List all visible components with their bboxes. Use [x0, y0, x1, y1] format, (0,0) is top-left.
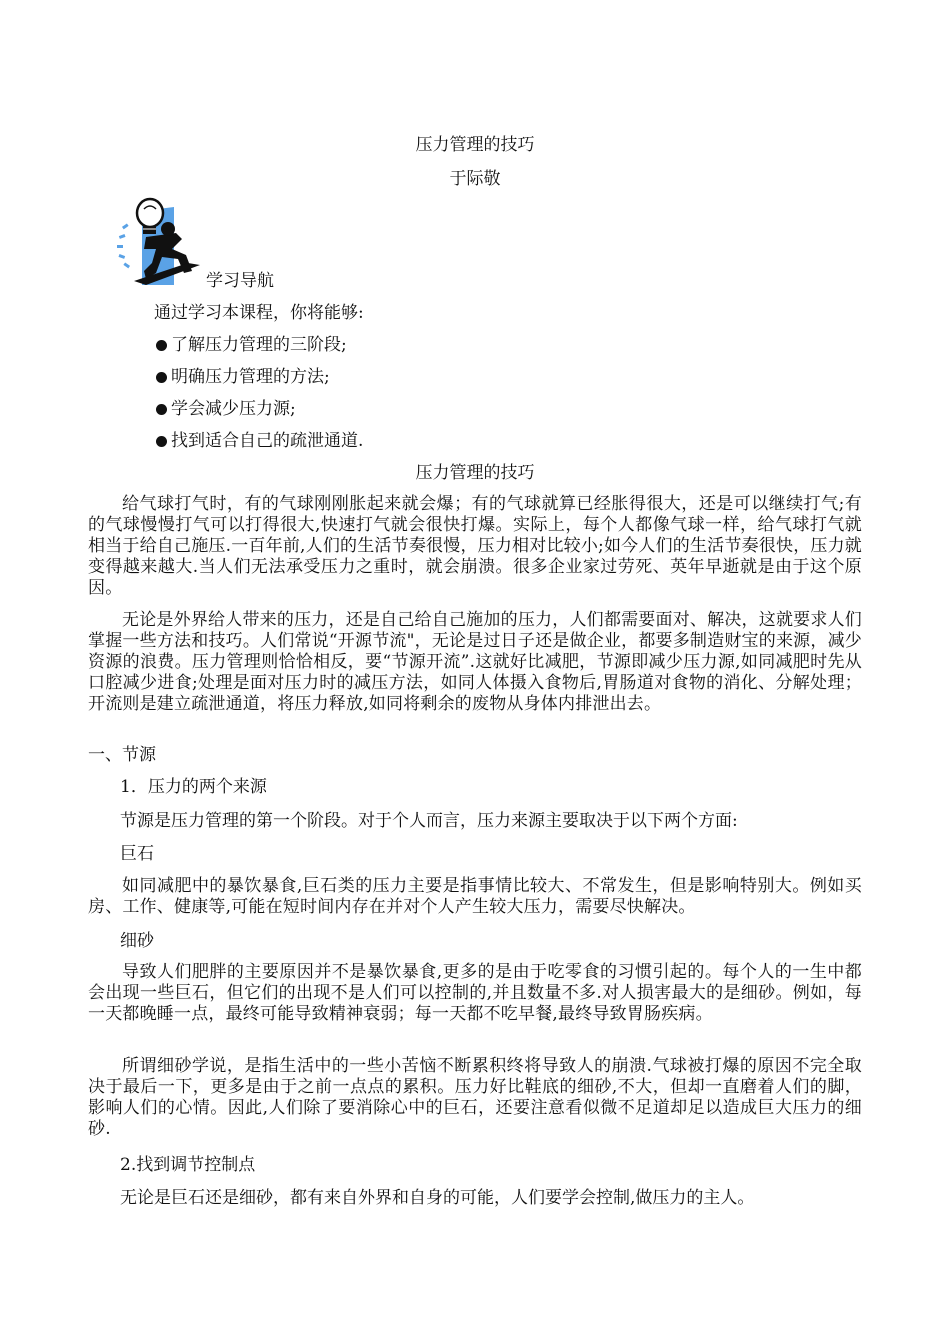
heading-jieyuan: 一、节源 [88, 745, 156, 765]
paragraph-control: 无论是巨石还是细砂，都有来自外界和自身的可能，人们要学会控制,做压力的主人。 [120, 1188, 755, 1208]
paragraph-jushi: 如同减肥中的暴饮暴食,巨石类的压力主要是指事情比较大、不常发生，但是影响特别大。例如买房、工作、健康等,可能在短时间内存在并对个人产生较大压力，需要尽快解决。 [88, 876, 862, 917]
guide-intro: 通过学习本课程，你将能够: [154, 303, 364, 323]
paragraph-xisha: 导致人们肥胖的主要原因并不是暴饮暴食,更多的是由于吃零食的习惯引起的。每个人的一生中都会出现一些巨石，但它们的出现不是人们可以控制的,并且数量不多.对人损害最大的是细砂。例如，每一天都晚睡一点，最终可能导致精神衰弱；每一天都不吃早餐,最终导致胃肠疾病。 [88, 962, 862, 1024]
document-title: 压力管理的技巧 [415, 135, 535, 155]
label-jushi: 巨石 [120, 844, 154, 864]
bullet-icon [156, 436, 167, 447]
bullet-icon [156, 404, 167, 415]
bullet-icon [156, 340, 167, 351]
heading-control-point: 2.找到调节控制点 [120, 1155, 256, 1175]
section-title: 压力管理的技巧 [415, 463, 535, 483]
guide-heading: 学习导航 [206, 271, 274, 291]
paragraph-first-stage: 节源是压力管理的第一个阶段。对于个人而言，压力来源主要取决于以下两个方面: [120, 811, 738, 831]
paragraph-xisha-theory: 所谓细砂学说，是指生活中的一些小苦恼不断累积终将导致人的崩溃.气球被打爆的原因不完全取决于最后一下，更多是由于之前一点点的累积。压力好比鞋底的细砂,不大，但却一直磨着人们的脚，影响人们的心情。因此,人们除了要消除心中的巨石，还要注意看似微不足道却足以造成巨大压力的细砂. [88, 1056, 862, 1139]
paragraph-balloon: 给气球打气时，有的气球刚刚胀起来就会爆；有的气球就算已经胀得很大，还是可以继续打气;有的气球慢慢打气可以打得很大,快速打气就会很快打爆。实际上，每个人都像气球一样，给气球打气就相当于给自己施压.一百年前,人们的生活节奏很慢，压力相对比较小;如今人们的生活节奏很快，压力就变得越来越大.当人们无法承受压力之重时，就会崩溃。很多企业家过劳死、英年早逝就是由于这个原因。 [88, 494, 862, 598]
lightbulb-runner-logo-icon [116, 197, 208, 287]
heading-two-sources: 1．压力的两个来源 [120, 777, 267, 797]
bullet-icon [156, 372, 167, 383]
list-item-text: 学会减少压力源; [171, 399, 296, 419]
document-author: 于际敬 [449, 169, 501, 189]
list-item-text: 明确压力管理的方法; [171, 367, 330, 387]
label-xisha: 细砂 [120, 931, 154, 951]
guide-objectives-list [156, 334, 363, 462]
paragraph-methods: 无论是外界给人带来的压力，还是自己给自己施加的压力，人们都需要面对、解决，这就要求人们掌握一些方法和技巧。人们常说“开源节流"，无论是过日子还是做企业，都要多制造财宝的来源，减少资源的浪费。压力管理则恰恰相反，要“节源开流”.这就好比减肥，节源即减少压力源,如同减肥时先从口腔减少进食;处理是面对压力时的减压方法，如同人体摄入食物后,胃肠道对食物的消化、分解处理；开流则是建立疏泄通道，将压力释放,如同将剩余的废物从身体内排泄出去。 [88, 610, 862, 714]
list-item-text: 了解压力管理的三阶段; [171, 335, 347, 355]
list-item [156, 430, 363, 462]
list-item [156, 398, 363, 430]
list-item-text: 找到适合自己的疏泄通道. [171, 431, 364, 451]
list-item [156, 334, 363, 366]
list-item [156, 366, 363, 398]
